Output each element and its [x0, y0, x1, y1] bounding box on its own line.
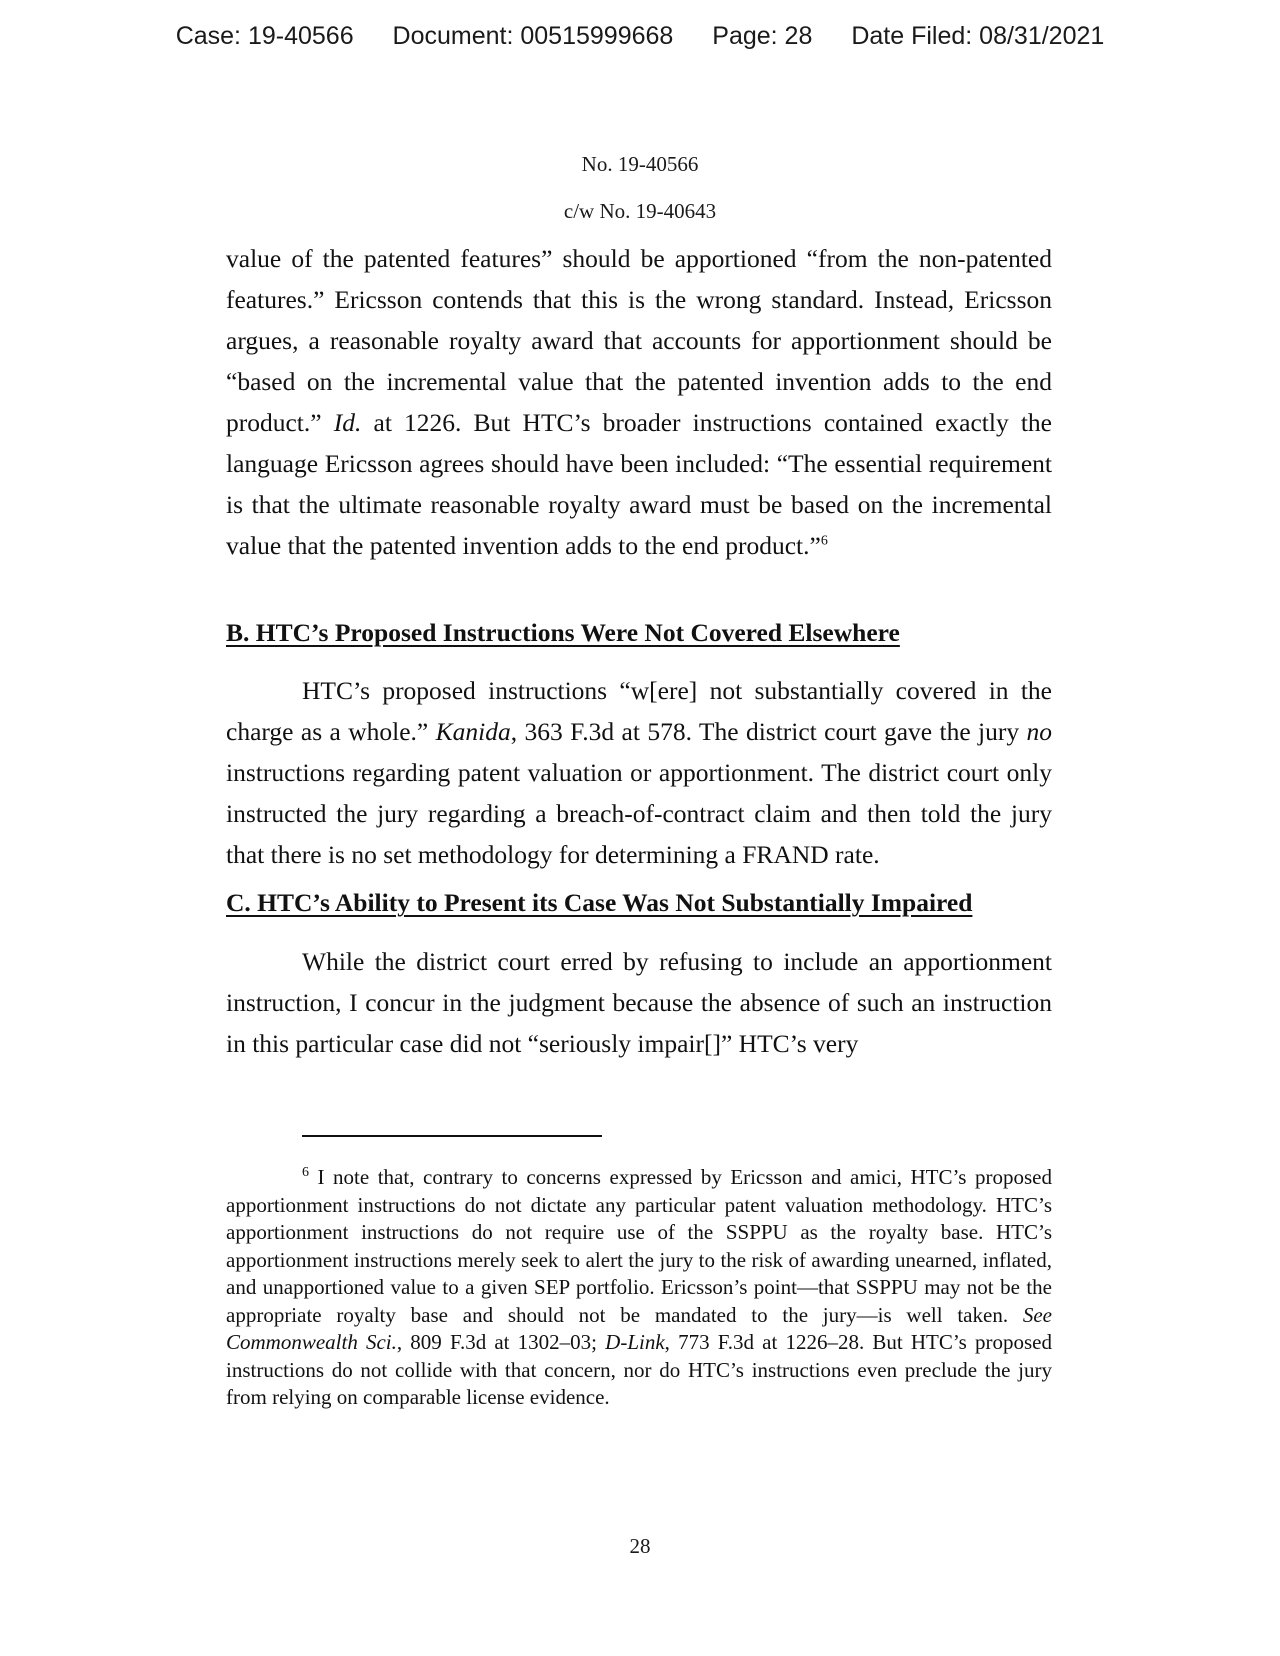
- paragraph-1-text-b: at 1226. But HTC’s broader instructions contained exactly the language Ericsson agrees should have been included: “The essential requirement is that the ultimate reasonable royalty award must be based on the incremental value that the patented invention adds to the end product.”: [226, 408, 1052, 560]
- caption-consolidated: c/w No. 19-40643: [563, 199, 717, 223]
- citation-commonwealth: See Commonwealth Sci.: [226, 1302, 1052, 1354]
- section-b-heading: B. HTC’s Proposed Instructions Were Not Covered Elsewhere: [226, 618, 900, 647]
- case-number: Case: 19-40566: [175, 22, 354, 50]
- footnote-text-a: I note that, contrary to concerns expressed by Ericsson and amici, HTC’s proposed apportionment instructions do not dictate any particular patent valuation methodology. HTC’s apportionment instructions do not require use of the SSPPU as the royalty base. HTC’s apportionment instructions merely seek to alert the jury to the risk of awarding unearned, inflated, and unapportioned value to a given SEP portfolio. Ericsson’s point—that SSPPU may not be the appropriate royalty base and should not be mandated to the jury—is well taken.: [226, 1165, 1052, 1327]
- section-c-body: [226, 941, 1052, 1064]
- page-label: Page: 28: [712, 22, 813, 50]
- section-b-paragraph: [226, 670, 1052, 875]
- paragraph-1-text-a: value of the patented features” should be apportioned “from the non-patented features.” Ericsson contends that this is the wrong standard. Instead, Ericsson argues, a reasonable royalty award that accounts for apportionment should be “based on the incremental value that the patented invention adds to the end product.”: [226, 244, 1052, 437]
- document-number: Document: 00515999668: [392, 22, 674, 50]
- footnote-reference: 6: [820, 533, 828, 549]
- section-b-body: [226, 670, 1052, 875]
- footnote-marker: 6: [302, 1165, 309, 1180]
- footnote-text-b: , 809 F.3d at 1302–03;: [396, 1330, 606, 1354]
- section-b-text-c: instructions regarding patent valuation or apportionment. The district court only instructed the jury regarding a breach-of-contract claim and then told the jury that there is no set methodology for determining a FRAND rate.: [226, 758, 1052, 869]
- footnote-6: [226, 1164, 1052, 1412]
- footnote-paragraph: [226, 1164, 1052, 1412]
- citation-kanida: Kanida: [435, 717, 511, 746]
- page-number: 28: [629, 1534, 651, 1558]
- emphasis-no: no: [1026, 717, 1052, 746]
- document-header: [0, 22, 1280, 51]
- footnote-divider: [302, 1135, 602, 1137]
- section-c-heading: C. HTC’s Ability to Present its Case Was Not Substantially Impaired: [226, 888, 973, 917]
- footnote-text-c: , 773 F.3d at 1226–28. But HTC’s proposed instructions do not collide with that concern, nor do HTC’s instructions even preclude the jury from relying on comparable license evidence.: [226, 1330, 1052, 1409]
- citation-id: Id.: [333, 408, 362, 437]
- citation-dlink: D-Link: [605, 1330, 665, 1354]
- caption-number: No. 19-40566: [581, 152, 699, 176]
- section-b-text-b: , 363 F.3d at 578. The district court gave the jury: [510, 717, 1027, 746]
- paragraph-1: [226, 238, 1052, 566]
- section-c-paragraph: While the district court erred by refusing to include an apportionment instruction, I concur in the judgment because the absence of such an instruction in this particular case did not “seriously impair[]” HTC’s very: [226, 947, 1052, 1058]
- section-b-text-a: HTC’s proposed instructions “w[ere] not substantially covered in the charge as a whole.”: [226, 676, 1052, 746]
- date-filed: Date Filed: 08/31/2021: [851, 22, 1105, 50]
- paragraph-continuation: [226, 238, 1052, 566]
